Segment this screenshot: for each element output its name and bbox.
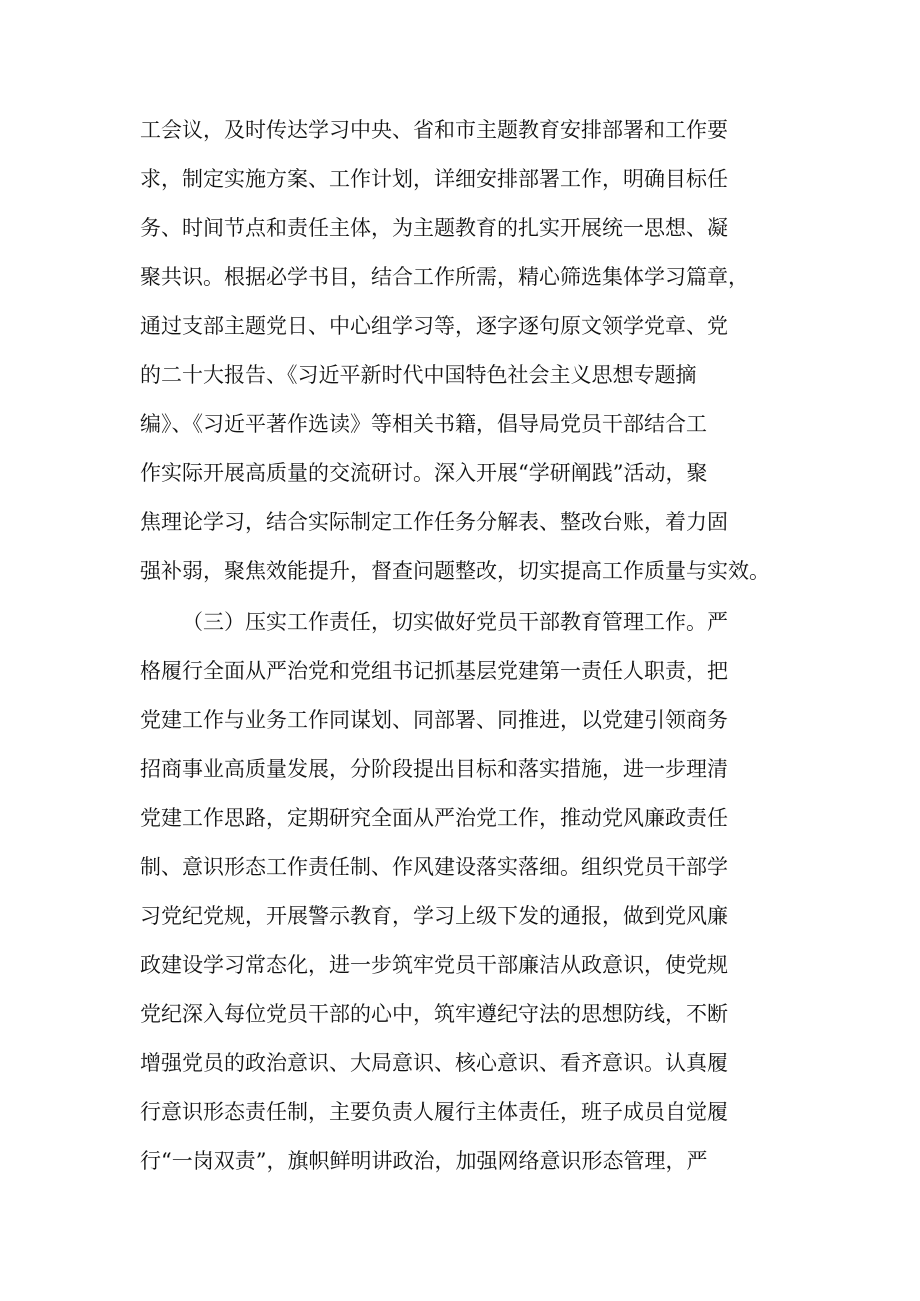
paragraph-1-line-8: 作实际开展高质量的交流研讨。深入开展“学研阐践”活动，聚 [140,461,708,485]
paragraph-1-line-1: 工会议，及时传达学习中央、省和市主题教育安排部署和工作要 [140,118,728,142]
paragraph-2-line-3: 党建工作与业务工作同谋划、同部署、同推进，以党建引领商务 [140,708,728,732]
paragraph-1-line-4: 聚共识。根据必学书目，结合工作所需，精心筛选集体学习篇章， [140,265,749,289]
paragraph-1-line-10: 强补弱，聚焦效能提升，督查问题整改，切实提高工作质量与实效。 [140,559,770,583]
paragraph-1-line-6: 的二十大报告、《习近平新时代中国特色社会主义思想专题摘 [140,363,697,387]
paragraph-2-line-4: 招商事业高质量发展，分阶段提出目标和落实措施，进一步理清 [140,757,728,781]
paragraph-1-line-5: 通过支部主题党日、中心组学习等，逐字逐句原文领学党章、党 [140,314,728,338]
paragraph-1-line-3: 务、时间节点和责任主体，为主题教育的扎实开展统一思想、凝 [140,216,728,240]
paragraph-1-line-9: 焦理论学习，结合实际制定工作任务分解表、整改台账，着力固 [140,510,728,534]
paragraph-2-line-6: 制、意识形态工作责任制、作风建设落实落细。组织党员干部学 [140,855,728,879]
paragraph-2-line-11: 行意识形态责任制，主要负责人履行主体责任，班子成员自觉履 [140,1100,728,1124]
paragraph-1-line-2: 求，制定实施方案、工作计划，详细安排部署工作，明确目标任 [140,167,728,191]
paragraph-2-line-5: 党建工作思路，定期研究全面从严治党工作，推动党风廉政责任 [140,806,728,830]
paragraph-2-line-9: 党纪深入每位党员干部的心中，筑牢遵纪守法的思想防线，不断 [140,1002,728,1026]
paragraph-2-line-12: 行“一岗双责”，旗帜鲜明讲政治，加强网络意识形态管理，严 [140,1149,708,1173]
paragraph-2-line-1: （三）压实工作责任，切实做好党员干部教育管理工作。严 [182,610,728,634]
paragraph-2-line-8: 政建设学习常态化，进一步筑牢党员干部廉洁从政意识，使党规 [140,953,728,977]
paragraph-1-line-7: 编》、《习近平著作选读》等相关书籍，倡导局党员干部结合工 [140,412,707,436]
paragraph-2-line-10: 增强党员的政治意识、大局意识、核心意识、看齐意识。认真履 [140,1051,728,1075]
paragraph-2-line-7: 习党纪党规，开展警示教育，学习上级下发的通报，做到党风廉 [140,904,728,928]
paragraph-2-line-2: 格履行全面从严治党和党组书记抓基层党建第一责任人职责，把 [140,659,728,683]
